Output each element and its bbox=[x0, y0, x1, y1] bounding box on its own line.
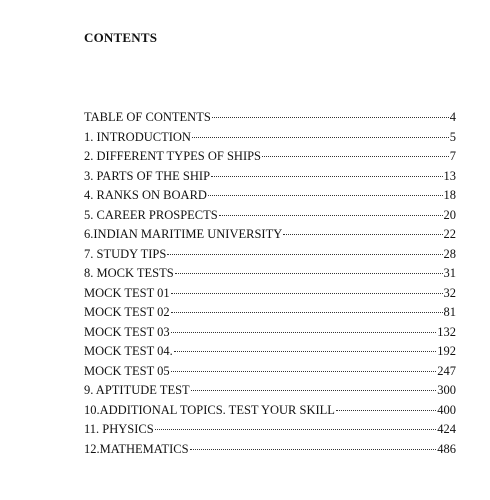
toc-entry-title: 9. APTITUDE TEST bbox=[84, 383, 190, 397]
toc-entry[interactable] bbox=[84, 225, 456, 245]
dot-leader bbox=[262, 156, 449, 157]
dot-leader bbox=[171, 371, 437, 372]
dot-leader bbox=[191, 390, 437, 391]
dot-leader bbox=[171, 332, 437, 333]
toc-entry-page: 22 bbox=[443, 227, 456, 241]
toc-entry[interactable] bbox=[84, 245, 456, 265]
toc-entry-page: 132 bbox=[437, 324, 456, 339]
toc-entry[interactable] bbox=[84, 323, 456, 343]
toc-entry[interactable] bbox=[84, 186, 456, 206]
dot-leader bbox=[167, 254, 442, 255]
toc-entry[interactable] bbox=[84, 342, 456, 362]
dot-leader bbox=[219, 215, 443, 216]
toc-entry[interactable] bbox=[84, 108, 456, 128]
toc-entry-title: 1. INTRODUCTION bbox=[84, 129, 191, 144]
toc-entry[interactable] bbox=[84, 284, 456, 304]
toc-entry-title: 4. RANKS ON BOARD bbox=[84, 188, 207, 202]
toc-entry-page: 300 bbox=[437, 383, 456, 397]
dot-leader bbox=[212, 117, 449, 118]
toc-entry-title: MOCK TEST 05 bbox=[84, 363, 170, 378]
toc-entry[interactable] bbox=[84, 206, 456, 226]
toc-entry-title: 12.MATHEMATICS bbox=[84, 441, 189, 456]
dot-leader bbox=[175, 273, 443, 274]
toc-entry-title: 7. STUDY TIPS bbox=[84, 246, 167, 261]
toc-entry-page: 192 bbox=[437, 344, 456, 358]
dot-leader bbox=[192, 137, 449, 138]
toc-entry[interactable] bbox=[84, 381, 456, 401]
toc-entry-page: 81 bbox=[443, 305, 456, 319]
toc-entry-title: 3. PARTS OF THE SHIP bbox=[84, 168, 211, 183]
table-of-contents bbox=[84, 108, 456, 459]
toc-entry[interactable] bbox=[84, 128, 456, 148]
dot-leader bbox=[155, 429, 437, 430]
toc-entry-page: 486 bbox=[437, 441, 456, 456]
toc-entry-title: MOCK TEST 04. bbox=[84, 344, 173, 358]
dot-leader bbox=[174, 351, 436, 352]
toc-entry-title: 8. MOCK TESTS bbox=[84, 266, 174, 280]
toc-entry-title: 6.INDIAN MARITIME UNIVERSITY bbox=[84, 227, 283, 241]
toc-entry-page: 7 bbox=[449, 149, 456, 163]
toc-entry-title: 11. PHYSICS bbox=[84, 422, 154, 436]
dot-leader bbox=[283, 234, 442, 235]
toc-entry-page: 20 bbox=[443, 207, 456, 222]
toc-entry-title: 10.ADDITIONAL TOPICS. TEST YOUR SKILL bbox=[84, 402, 335, 417]
toc-entry-title: MOCK TEST 01 bbox=[84, 285, 170, 300]
dot-leader bbox=[171, 312, 443, 313]
toc-entry-page: 18 bbox=[443, 188, 456, 202]
toc-entry-page: 5 bbox=[449, 129, 456, 144]
dot-leader bbox=[171, 293, 443, 294]
toc-entry[interactable] bbox=[84, 167, 456, 187]
toc-entry-page: 400 bbox=[437, 402, 456, 417]
toc-entry-title: MOCK TEST 03 bbox=[84, 324, 170, 339]
toc-entry-title: TABLE OF CONTENTS bbox=[84, 110, 211, 124]
toc-entry-page: 28 bbox=[443, 246, 456, 261]
toc-entry[interactable] bbox=[84, 440, 456, 460]
toc-entry-page: 4 bbox=[449, 110, 456, 124]
toc-entry-page: 13 bbox=[443, 168, 456, 183]
toc-entry-title: 5. CAREER PROSPECTS bbox=[84, 207, 218, 222]
toc-entry-page: 247 bbox=[437, 363, 456, 378]
dot-leader bbox=[190, 449, 437, 450]
toc-entry-page: 424 bbox=[437, 422, 456, 436]
toc-entry[interactable] bbox=[84, 420, 456, 440]
toc-entry-page: 31 bbox=[443, 266, 456, 280]
dot-leader bbox=[211, 176, 442, 177]
toc-entry-title: 2. DIFFERENT TYPES OF SHIPS bbox=[84, 149, 262, 163]
toc-entry-page: 32 bbox=[443, 285, 456, 300]
toc-entry[interactable] bbox=[84, 401, 456, 421]
toc-entry-title: MOCK TEST 02 bbox=[84, 305, 170, 319]
toc-entry[interactable] bbox=[84, 362, 456, 382]
toc-entry[interactable] bbox=[84, 147, 456, 167]
page-title: CONTENTS bbox=[84, 30, 158, 45]
toc-entry[interactable] bbox=[84, 264, 456, 284]
dot-leader bbox=[208, 195, 443, 196]
dot-leader bbox=[336, 410, 436, 411]
toc-entry[interactable] bbox=[84, 303, 456, 323]
